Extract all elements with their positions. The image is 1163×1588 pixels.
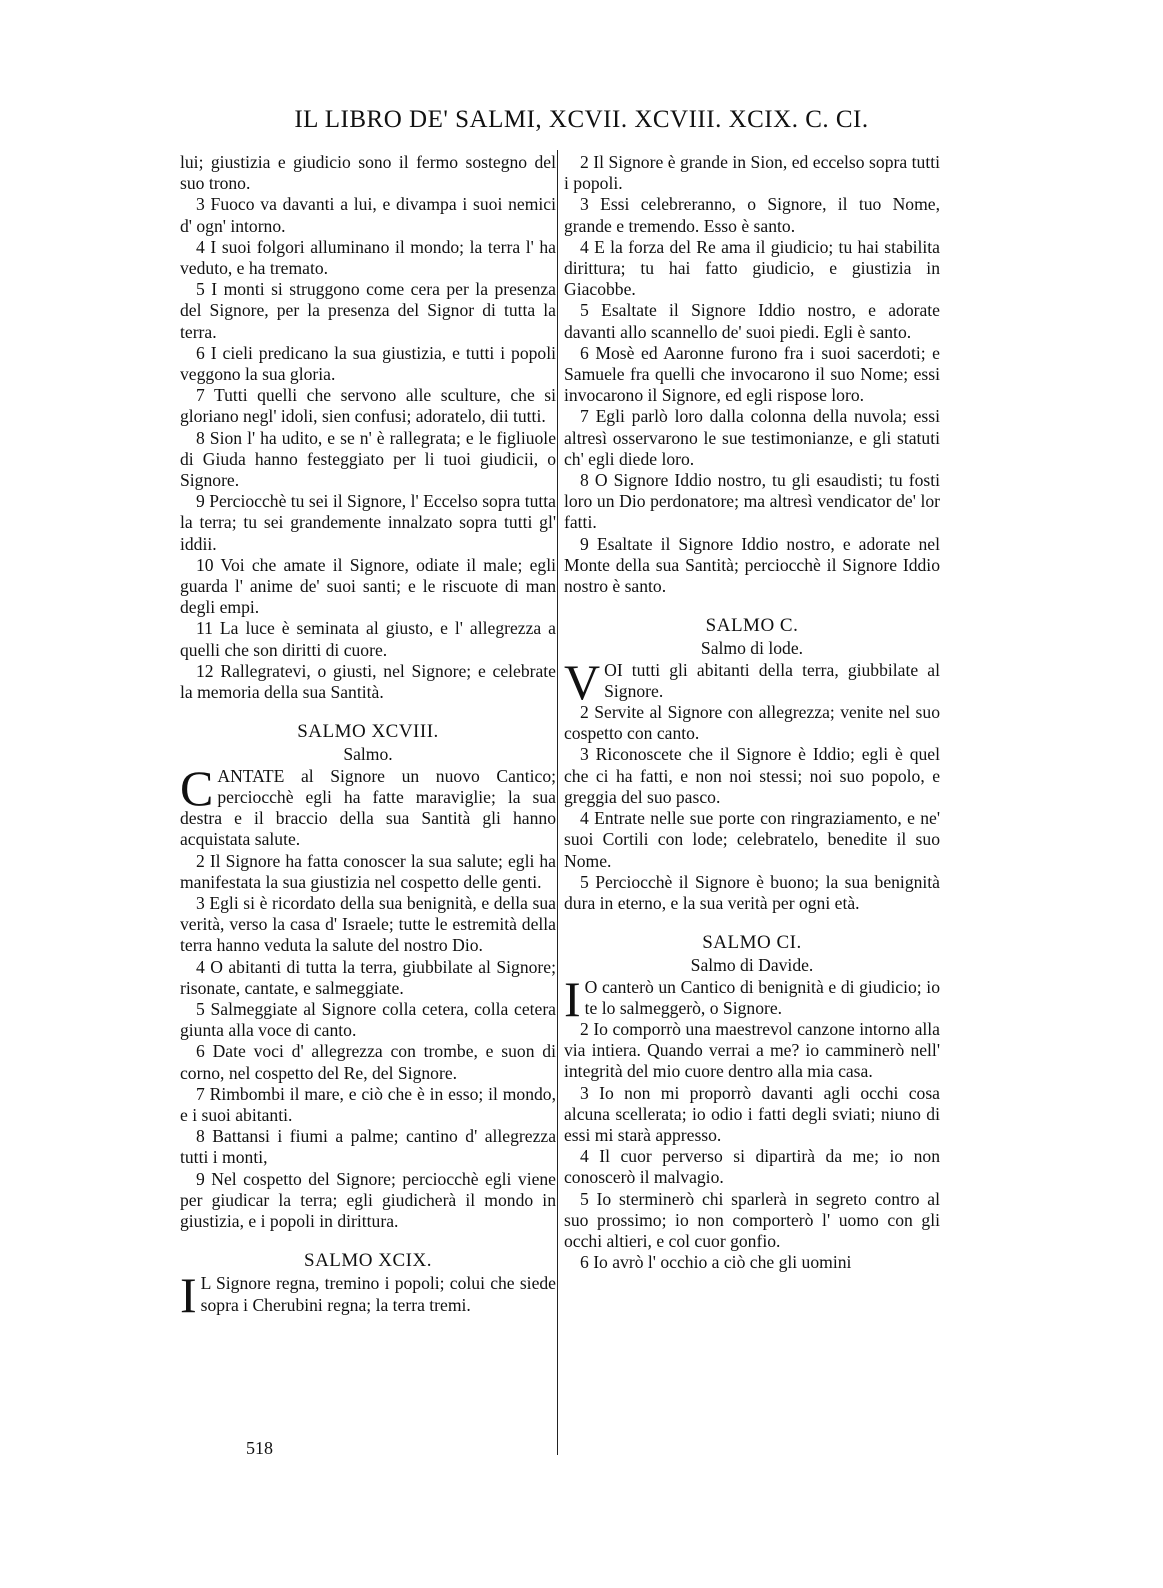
verse-paragraph: 3 Fuoco va davanti a lui, e divampa i suoi nemici d' ogn' intorno. <box>180 194 556 236</box>
verse-paragraph: 4 E la forza del Re ama il giudicio; tu hai stabilita dirittura; tu hai fatto giudicio, e giustizia in Giacobbe. <box>564 236 940 300</box>
verse-text: OI tutti gli abitanti della terra, giubbilate al Signore. <box>604 659 940 701</box>
verse-paragraph: 2 Il Signore è grande in Sion, ed eccelso sopra tutti i popoli. <box>564 152 940 194</box>
psalm-subheading: Salmo. <box>343 744 393 765</box>
verse-paragraph: 5 Perciocchè il Signore è buono; la sua benignità dura in eterno, e la sua verità per ogni età. <box>564 871 940 913</box>
verse-paragraph <box>564 653 940 710</box>
verse-text: L Signore regna, tremino i popoli; colui che siede sopra i Cherubini regna; la terra tremi. <box>200 1273 556 1315</box>
psalm-heading: SALMO XCIX. <box>304 1250 432 1272</box>
right-column <box>564 152 940 1273</box>
psalm-subheading: Salmo di lode. <box>700 638 804 659</box>
drop-cap: I <box>564 970 581 1027</box>
verse-paragraph: 6 Mosè ed Aaronne furono fra i suoi sacerdoti; e Samuele fra quelli che invocarono il suo Nome; essi invocarono il Signore, ed egli rispose loro. <box>564 342 940 406</box>
verse-paragraph: 7 Egli parlò loro dalla colonna della nuvola; essi altresì osservarono le sue testimonianze, e gli statuti ch' egli diede loro. <box>564 406 940 469</box>
verse-paragraph: 3 Egli si è ricordato della sua benignità, e della sua verità, verso la casa d' Israele; tutte le estremità della terra hanno veduta la salute del nostro Dio. <box>180 892 556 956</box>
psalm-heading: SALMO XCVIII. <box>297 721 439 743</box>
verse-paragraph: 7 Tutti quelli che servono alle sculture, che si gloriano negl' idoli, sien confusi; adoratelo, dii tutti. <box>180 385 556 427</box>
verse-paragraph: 5 I monti si struggono come cera per la presenza del Signore, per la presenza del Signor di tutta la terra. <box>180 279 556 342</box>
drop-cap: C <box>180 759 214 816</box>
verse-paragraph: lui; giustizia e giudicio sono il fermo sostegno del suo trono. <box>180 152 556 194</box>
left-column <box>180 152 556 1324</box>
verse-paragraph: 9 Esaltate il Signore Iddio nostro, e adorate nel Monte della sua Santità; perciocchè il Signore Iddio nostro è santo. <box>564 533 940 597</box>
verse-paragraph: 4 I suoi folgori alluminano il mondo; la terra l' ha veduto, e ha tremato. <box>180 236 556 279</box>
verse-paragraph: 6 I cieli predicano la sua giustizia, e tutti i popoli veggono la sua gloria. <box>180 342 556 385</box>
verse-paragraph: 6 Date voci d' allegrezza con trombe, e suon di corno, nel cospetto del Re, del Signore. <box>180 1041 556 1083</box>
verse-paragraph: 10 Voi che amate il Signore, odiate il male; egli guarda l' anime de' suoi santi; e le riscuote di man degli empi. <box>180 554 556 618</box>
running-header: IL LIBRO DE' SALMI, XCVII. XCVIII. XCIX. C. CI. <box>294 106 869 133</box>
verse-paragraph <box>564 970 940 1027</box>
verse-paragraph: 9 Nel cospetto del Signore; perciocchè egli viene per giudicar la terra; egli giudicherà il mondo in giustizia, e i popoli in dirittura. <box>180 1168 556 1231</box>
verse-paragraph: 12 Rallegratevi, o giusti, nel Signore; e celebrate la memoria della sua Santità. <box>180 660 556 703</box>
drop-cap: I <box>180 1267 197 1324</box>
verse-paragraph: 4 O abitanti di tutta la terra, giubbilate al Signore; risonate, cantate, e salmeggiate. <box>180 956 556 998</box>
verse-paragraph: 5 Io sterminerò chi sparlerà in segreto contro al suo prossimo; io non comporterò l' uomo con gli occhi altieri, e col cuor gonfio. <box>564 1188 940 1251</box>
verse-paragraph: 2 Io comporrò una maestrevol canzone intorno alla via intiera. Quando verrai a me? io camminerò nell' integrità del mio cuore dentro alla mia casa. <box>564 1018 940 1082</box>
verse-paragraph: 4 Il cuor perverso si dipartirà da me; io non conoscerò il malvagio. <box>564 1146 940 1188</box>
verse-paragraph: 3 Essi celebreranno, o Signore, il tuo Nome, grande e tremendo. Esso è santo. <box>564 194 940 236</box>
column-divider <box>557 150 558 1455</box>
verse-paragraph: 9 Perciocchè tu sei il Signore, l' Eccelso sopra tutta la terra; tu sei grandemente innalzato sopra tutti gl' iddii. <box>180 491 556 554</box>
verse-paragraph: 2 Il Signore ha fatta conoscer la sua salute; egli ha manifestata la sua giustizia nel cospetto delle genti. <box>180 850 556 892</box>
verse-paragraph: 5 Esaltate il Signore Iddio nostro, e adorate davanti allo scannello de' suoi piedi. Egli è santo. <box>564 300 940 342</box>
drop-cap: V <box>564 653 601 710</box>
verse-paragraph <box>180 1267 556 1324</box>
verse-paragraph: 6 Io avrò l' occhio a ciò che gli uomini <box>580 1252 852 1273</box>
verse-paragraph <box>180 759 556 851</box>
page-number: 518 <box>246 1438 273 1458</box>
verse-paragraph: 4 Entrate nelle sue porte con ringraziamento, e ne' suoi Cortili con lode; celebratelo, benedite il suo Nome. <box>564 808 940 871</box>
verse-paragraph: 8 O Signore Iddio nostro, tu gli esaudisti; tu fosti loro un Dio perdonatore; ma altresì vendicator de' lor fatti. <box>564 470 940 533</box>
verse-paragraph: 11 La luce è seminata al giusto, e l' allegrezza a quelli che son diritti di cuore. <box>180 618 556 660</box>
verse-paragraph: 7 Rimbombi il mare, e ciò che è in esso; il mondo, e i suoi abitanti. <box>180 1083 556 1125</box>
verse-paragraph: 5 Salmeggiate al Signore colla cetera, colla cetera giunta alla voce di canto. <box>180 998 556 1041</box>
verse-text: ANTATE al Signore un nuovo Cantico; perciocchè egli ha fatte maraviglie; la sua destra e il braccio della sua Santità gli hanno acquistata salute. <box>180 765 556 850</box>
verse-paragraph: 3 Io non mi proporrò davanti agli occhi cosa alcuna scellerata; io odio i fatti degli sviati; niuno di essi mi starà appresso. <box>564 1082 940 1145</box>
verse-paragraph: 3 Riconoscete che il Signore è Iddio; egli è quel che ci ha fatti, e non noi stessi; noi suo popolo, e greggia del suo pasco. <box>564 744 940 807</box>
psalm-subheading: Salmo di Davide. <box>690 955 814 976</box>
psalm-heading: SALMO C. <box>705 615 799 637</box>
psalm-heading: SALMO CI. <box>702 932 802 954</box>
verse-paragraph: 2 Servite al Signore con allegrezza; venite nel suo cospetto con canto. <box>564 702 940 744</box>
verse-text: O canterò un Cantico di benignità e di giudicio; io te lo salmeggerò, o Signore. <box>584 976 940 1018</box>
verse-paragraph: 8 Battansi i fiumi a palme; cantino d' allegrezza tutti i monti, <box>180 1126 556 1168</box>
verse-paragraph: 8 Sion l' ha udito, e se n' è rallegrata; e le figliuole di Giuda hanno festeggiato per li tuoi giudicii, o Signore. <box>180 427 556 491</box>
